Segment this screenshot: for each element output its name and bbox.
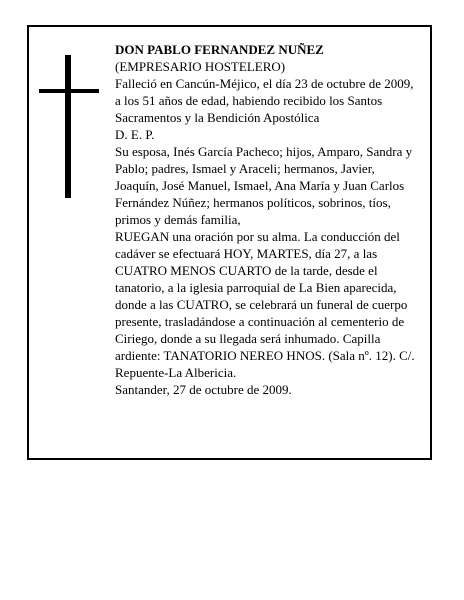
funeral-details: RUEGAN una oración por su alma. La conducción del cadáver se efectuará HOY, MARTES, día 27, a las CUATRO MENOS CUARTO de la tarde, desde el tanatorio, a la iglesia parroquial de La Bien aparecida, donde a las CUATRO, se celebrará un funeral de cuerpo presente, trasladándose a continuación al cementerio de Ciriego, donde a su llegada será inhumado. Capilla ardiente: TANATORIO NEREO HNOS. (Sala nº. 12). C/. Repuente-La Albericia.	[115, 229, 415, 380]
place-date: Santander, 27 de octubre de 2009.	[115, 382, 292, 397]
cross-horizontal-bar	[39, 89, 99, 93]
notice-text	[115, 41, 421, 398]
deceased-name: DON PABLO FERNANDEZ NUÑEZ	[115, 42, 324, 57]
death-statement: Falleció en Cancún-Méjico, el día 23 de octubre de 2009,	[115, 76, 414, 91]
cross-icon	[39, 55, 99, 198]
cross-vertical-bar	[65, 55, 71, 198]
profession: (EMPRESARIO HOSTELERO)	[115, 59, 286, 74]
family-list: Su esposa, Inés García Pacheco; hijos, Amparo, Sandra y Pablo; padres, Ismael y Araceli; hermanos, Javier, Joaquín, José Manuel, Ismael, Ana María y Juan Carlos Fernández Núñez; hermanos políticos, sobrinos, tíos, primos y demás familia,	[115, 144, 413, 227]
dep-initials: D. E. P.	[115, 127, 155, 142]
age-sacraments: a los 51 años de edad, habiendo recibido los Santos Sacramentos y la Bendición Apostólica	[115, 93, 383, 125]
obituary-notice	[27, 25, 432, 460]
